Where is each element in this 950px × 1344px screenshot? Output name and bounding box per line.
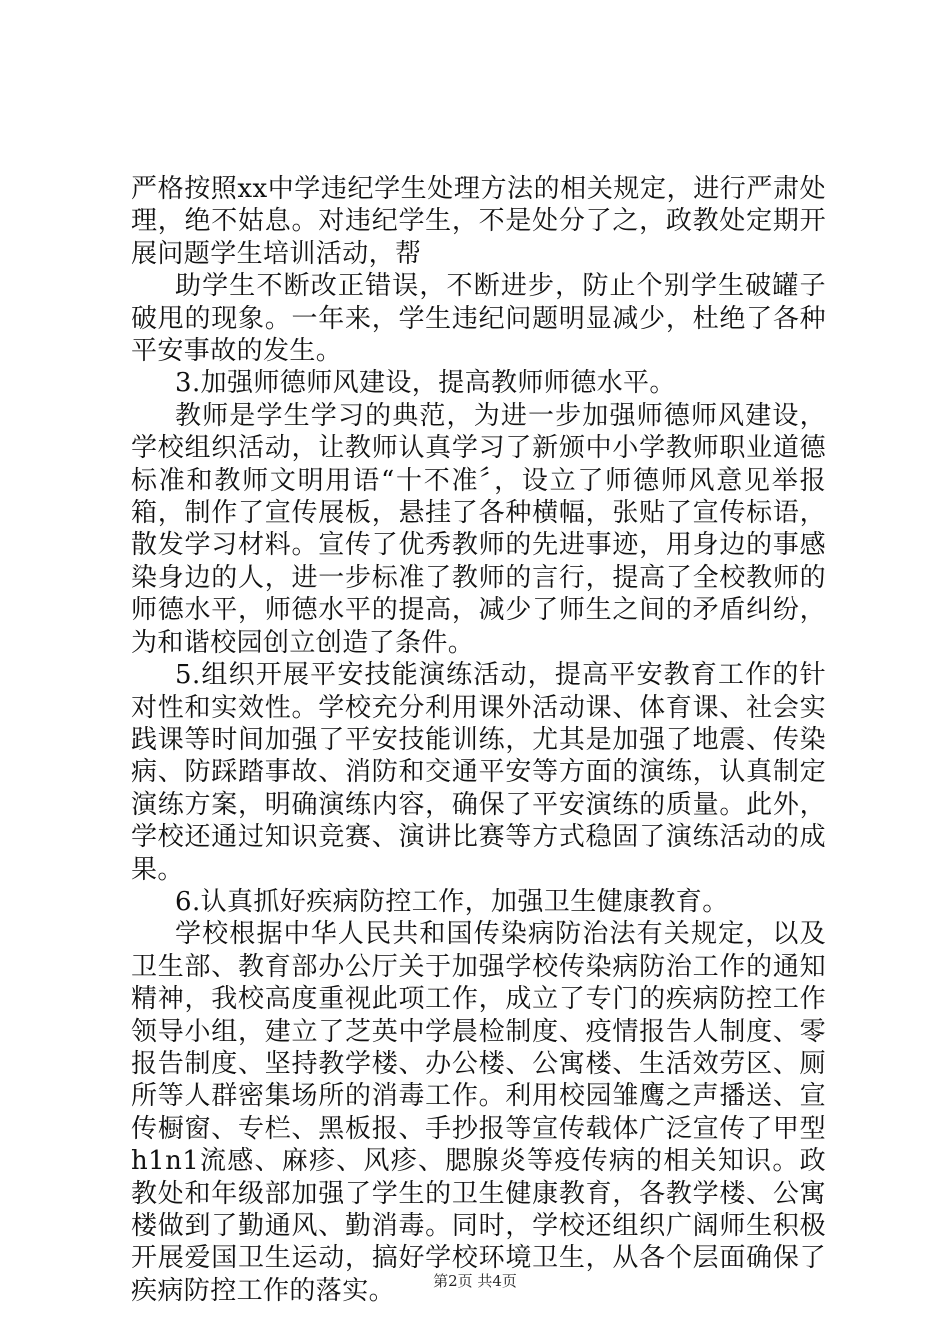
paragraph-5: 5.组织开展平安技能演练活动，提高平安教育工作的针对性和实效性。学校充分利用课外活动课、体育课、社会实践课等时间加强了平安技能训练，尤其是加强了地震、传染病、防踩踏事故、消防和交通平安等方面的演练，认真制定演练方案，明确演练内容，确保了平安演练的质量。此外，学校还通过知识竞赛、演讲比赛等方式稳固了演练活动的成果。 bbox=[131, 660, 826, 885]
page-number-footer: 第2页 共4页 bbox=[433, 1272, 517, 1290]
paragraph-2: 助学生不断改正错误，不断进步，防止个别学生破罐子破甩的现象。一年来，学生违纪问题明显减少，杜绝了各种平安事故的发生。 bbox=[131, 271, 826, 367]
paragraph-4: 教师是学生学习的典范，为进一步加强师德师风建设，学校组织活动，让教师认真学习了新颁中小学教师职业道德标准和教师文明用语“十不准〞，设立了师德师风意见举报箱，制作了宣传展板，悬挂了各种横幅，张贴了宣传标语，散发学习材料。宣传了优秀教师的先进事迹，用身边的事感染身边的人，进一步标准了教师的言行，提高了全校教师的师德水平，师德水平的提高，减少了师生之间的矛盾纠纷，为和谐校园创立创造了条件。 bbox=[131, 400, 826, 658]
section-heading-6: 6.认真抓好疾病防控工作，加强卫生健康教育。 bbox=[175, 886, 729, 917]
document-body bbox=[131, 173, 826, 1307]
paragraph-7: 学校根据中华人民共和国传染病防治法有关规定，以及卫生部、教育部办公厅关于加强学校传染病防治工作的通知精神，我校高度重视此项工作，成立了专门的疾病防控工作领导小组，建立了芝英中学晨检制度、疫情报告人制度、零报告制度、坚持教学楼、办公楼、公寓楼、生活效劳区、厕所等人群密集场所的消毒工作。利用校园雏鹰之声播送、宣传橱窗、专栏、黑板报、手抄报等宣传载体广泛宣传了甲型h1n1流感、麻疹、风疹、腮腺炎等疫传病的相关知识。政教处和年级部加强了学生的卫生健康教育，各教学楼、公寓楼做到了勤通风、勤消毒。同时，学校还组织广阔师生积极开展爱国卫生运动，搞好学校环境卫生，从各个层面确保了疾病防控工作的落实。 bbox=[131, 919, 826, 1306]
paragraph-1: 严格按照xx中学违纪学生处理方法的相关规定，进行严肃处理，绝不姑息。对违纪学生，不是处分了之，政教处定期开展问题学生培训活动，帮 bbox=[131, 174, 826, 269]
section-heading-3: 3.加强师德师风建设，提高教师师德水平。 bbox=[175, 368, 676, 399]
